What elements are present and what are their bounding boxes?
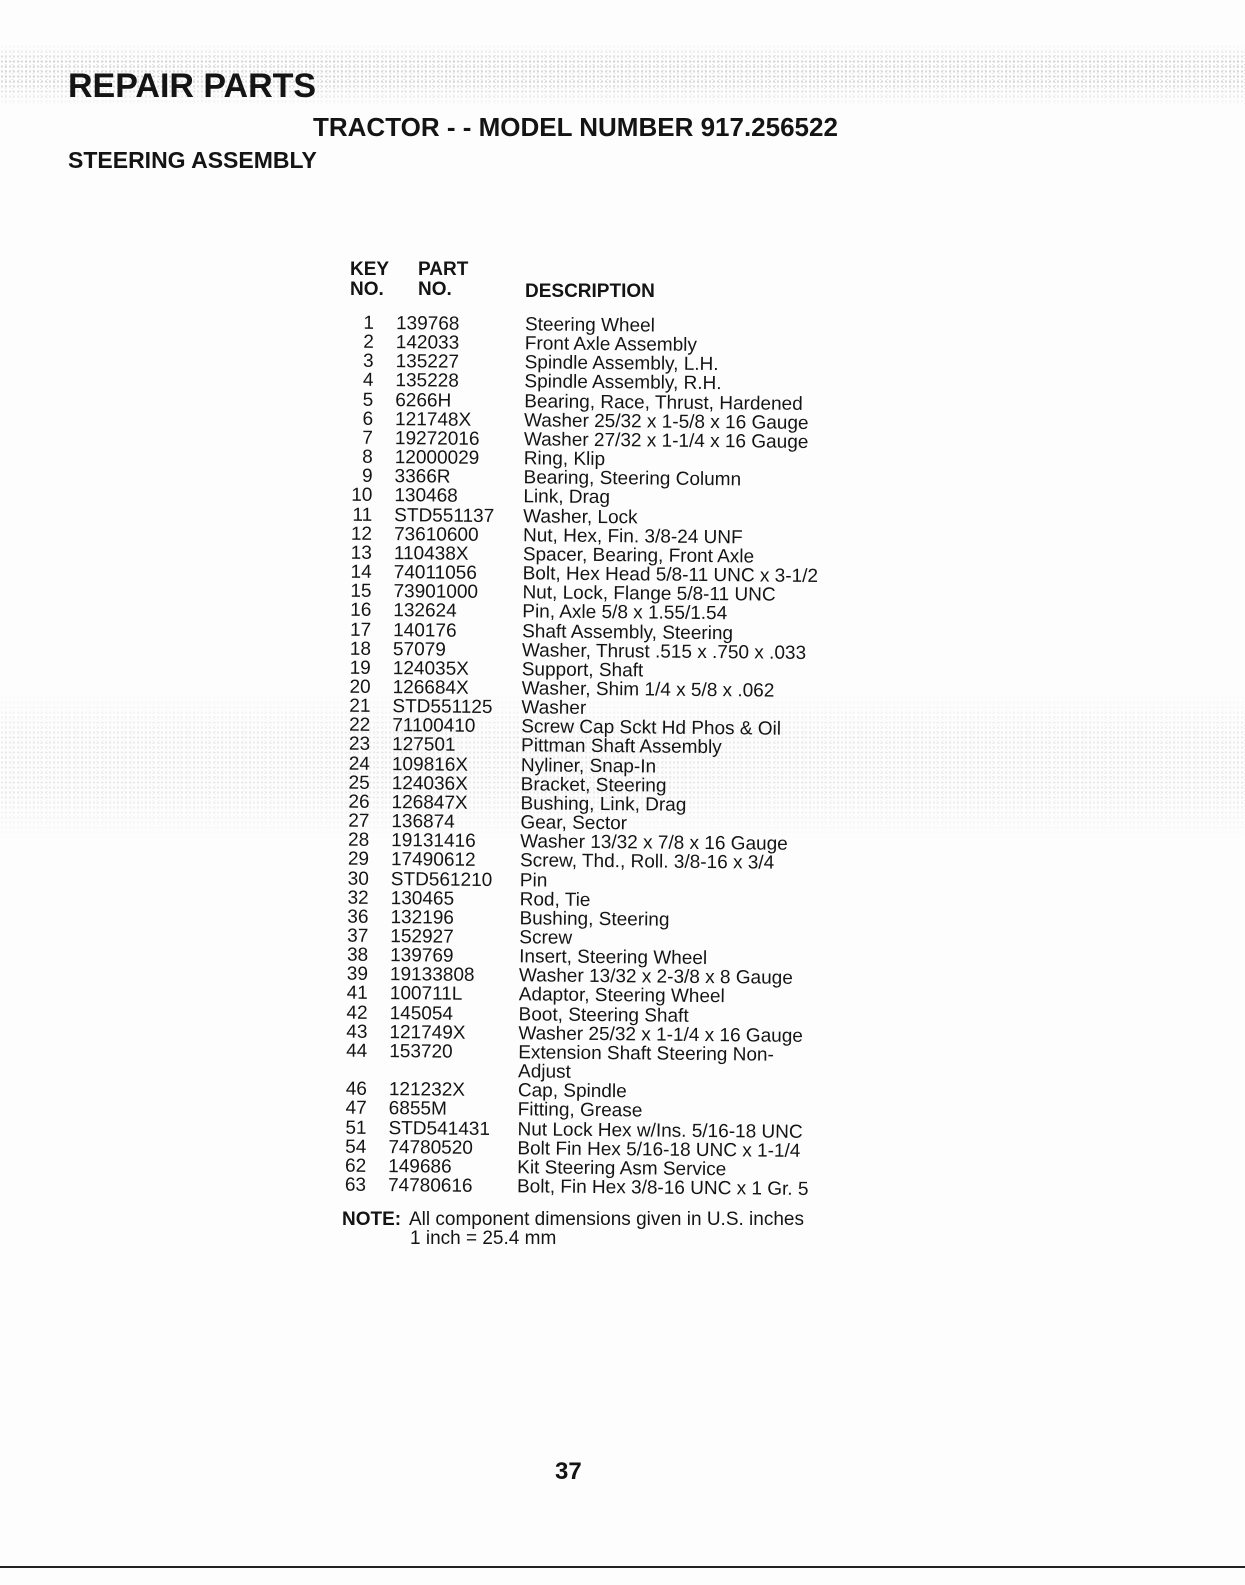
note-text: All component dimensions given in U.S. inches xyxy=(409,1209,804,1230)
part-description: Washer xyxy=(521,697,587,720)
key-no: 36 xyxy=(347,906,369,928)
part-no: 121232X xyxy=(388,1079,466,1102)
key-no: 20 xyxy=(349,676,371,698)
note-label: NOTE: xyxy=(342,1209,402,1230)
part-no: 121748X xyxy=(395,408,472,431)
part-no: 19133808 xyxy=(389,964,475,987)
key-no: 17 xyxy=(349,619,372,641)
column-header-description: DESCRIPTION xyxy=(525,281,655,302)
part-no: STD541431 xyxy=(388,1117,491,1140)
part-description: Kit Steering Asm Service xyxy=(517,1157,727,1181)
part-description: Spindle Assembly, R.H. xyxy=(524,371,722,395)
key-no: 37 xyxy=(347,925,369,947)
key-no: 9 xyxy=(361,466,373,488)
part-description: Washer 25/32 x 1-5/8 x 16 Gauge xyxy=(524,410,809,434)
part-no: 3366R xyxy=(394,466,451,488)
part-description: Bolt, Hex Head 5/8-11 UNC x 3-1/2 xyxy=(522,563,819,588)
part-no: 130468 xyxy=(394,485,458,508)
column-header-part-no: NO. xyxy=(418,279,452,300)
part-no: 17490612 xyxy=(390,849,476,872)
part-no: 73610600 xyxy=(393,523,479,546)
part-no: 126684X xyxy=(392,677,469,699)
part-description: Bushing, Link, Drag xyxy=(520,793,687,816)
key-no: 39 xyxy=(346,963,369,986)
bottom-rule xyxy=(0,1566,1245,1568)
part-description: Extension Shaft Steering Non- Adjust xyxy=(517,1042,774,1083)
part-no: 74011056 xyxy=(393,562,477,584)
page-heading: REPAIR PARTS xyxy=(68,67,317,105)
key-no: 5 xyxy=(362,389,374,411)
section-title: STEERING ASSEMBLY xyxy=(68,147,317,173)
part-description: Nut Lock Hex w/Ins. 5/16-18 UNC xyxy=(517,1118,803,1143)
part-no: 127501 xyxy=(392,734,456,757)
part-description: Cap, Spindle xyxy=(517,1080,627,1103)
part-no: 74780520 xyxy=(388,1136,474,1159)
part-description: Washer, Thrust .515 x .750 x .033 xyxy=(521,639,807,664)
part-description: Washer 13/32 x 7/8 x 16 Gauge xyxy=(520,831,788,855)
part-no: 139768 xyxy=(395,313,460,335)
part-description: Ring, Klip xyxy=(523,448,606,471)
part-description: Gear, Sector xyxy=(520,812,628,835)
part-description: Washer, Lock xyxy=(523,505,638,528)
key-no: 19 xyxy=(349,657,371,679)
key-no: 51 xyxy=(345,1117,367,1139)
part-description: Front Axle Assembly xyxy=(524,333,698,357)
key-no: 18 xyxy=(349,638,372,660)
part-no: 130465 xyxy=(390,887,455,910)
part-description: Pin, Axle 5/8 x 1.55/1.54 xyxy=(522,601,728,625)
part-no: 57079 xyxy=(392,638,446,661)
part-no: 132624 xyxy=(393,600,457,623)
note-conversion: 1 inch = 25.4 mm xyxy=(410,1228,557,1249)
part-no: STD551125 xyxy=(392,696,493,719)
part-no: 140176 xyxy=(393,619,457,642)
part-description: Pittman Shaft Assembly xyxy=(520,735,722,759)
part-description: Shaft Assembly, Steering xyxy=(522,620,734,644)
key-no: 63 xyxy=(344,1174,367,1196)
key-no: 54 xyxy=(345,1136,367,1158)
parts-table-body xyxy=(335,314,863,1200)
part-no: 124036X xyxy=(391,772,468,795)
key-no: 24 xyxy=(348,753,371,775)
part-no: 19131416 xyxy=(391,830,476,853)
part-no: 149686 xyxy=(388,1155,452,1178)
key-no: 2 xyxy=(363,331,374,354)
part-description: Bolt, Fin Hex 3/8-16 UNC x 1 Gr. 5 xyxy=(516,1176,809,1200)
part-no: 142033 xyxy=(395,332,460,354)
key-no: 4 xyxy=(362,370,374,392)
key-no: 6 xyxy=(362,408,374,430)
key-no: 29 xyxy=(347,849,370,871)
key-no: 28 xyxy=(347,829,370,852)
key-no: 27 xyxy=(348,810,370,832)
part-no: 110438X xyxy=(393,542,469,565)
key-no: 22 xyxy=(349,714,371,737)
key-no: 3 xyxy=(362,351,374,373)
part-no: 126847X xyxy=(391,791,468,814)
key-no: 30 xyxy=(347,868,369,890)
part-no: 135228 xyxy=(395,370,459,393)
part-description: Rod, Tie xyxy=(519,888,591,911)
key-no: 32 xyxy=(347,887,369,909)
key-no: 21 xyxy=(349,695,371,718)
part-description: Spacer, Bearing, Front Axle xyxy=(522,544,755,568)
part-description: Support, Shaft xyxy=(521,659,644,682)
key-no: 44 xyxy=(346,1040,368,1062)
part-no: 6266H xyxy=(395,389,452,412)
part-description: Spindle Assembly, L.H. xyxy=(524,352,719,376)
key-no: 11 xyxy=(352,504,373,526)
part-no: 74780616 xyxy=(387,1175,473,1197)
part-description: Washer 13/32 x 2-3/8 x 8 Gauge xyxy=(518,965,793,990)
part-no: 121749X xyxy=(389,1021,466,1044)
key-no: 25 xyxy=(348,772,370,794)
key-no: 8 xyxy=(362,446,373,468)
table-row xyxy=(336,1042,856,1085)
key-no: 23 xyxy=(348,734,371,756)
part-description: Screw, Thd., Roll. 3/8-16 x 3/4 xyxy=(519,850,775,874)
part-description: Bearing, Race, Thrust, Hardened xyxy=(524,390,803,415)
key-no: 42 xyxy=(346,1002,368,1024)
part-no: 109816X xyxy=(391,753,469,776)
part-no: 124035X xyxy=(392,657,469,680)
part-description: Nut, Hex, Fin. 3/8-24 UNF xyxy=(522,525,743,549)
column-header-key: KEY xyxy=(350,259,390,280)
part-description: Bearing, Steering Column xyxy=(523,467,742,491)
table-row xyxy=(335,1176,855,1200)
part-description: Screw Cap Sckt Hd Phos & Oil xyxy=(521,716,782,740)
part-description: Bracket, Steering xyxy=(520,774,667,797)
part-no: 100711L xyxy=(389,983,463,1006)
part-description: Link, Drag xyxy=(523,486,611,509)
model-number-title: TRACTOR - - MODEL NUMBER 917.256522 xyxy=(313,112,838,142)
part-no: 139769 xyxy=(390,945,454,967)
key-no: 38 xyxy=(346,944,369,967)
column-header-part: PART xyxy=(418,259,469,280)
part-no: 153720 xyxy=(389,1041,453,1063)
part-no: 152927 xyxy=(390,926,454,948)
key-no: 14 xyxy=(350,561,372,583)
part-no: 136874 xyxy=(391,811,455,833)
part-description: Washer 25/32 x 1-1/4 x 16 Gauge xyxy=(518,1023,803,1047)
column-header-key-no: NO. xyxy=(350,279,384,300)
key-no: 41 xyxy=(346,983,368,1005)
key-no: 26 xyxy=(348,791,370,813)
part-description: Adaptor, Steering Wheel xyxy=(518,984,725,1008)
key-no: 46 xyxy=(345,1078,368,1101)
key-no: 47 xyxy=(345,1098,367,1120)
part-no: 71100410 xyxy=(392,715,476,738)
key-no: 1 xyxy=(363,312,375,334)
part-no: STD561210 xyxy=(390,868,493,891)
part-no: 12000029 xyxy=(394,447,480,469)
part-no: 145054 xyxy=(389,1002,454,1025)
part-description: Washer 27/32 x 1-1/4 x 16 Gauge xyxy=(523,429,809,453)
part-description: Washer, Shim 1/4 x 5/8 x .062 xyxy=(521,678,775,702)
part-description: Insert, Steering Wheel xyxy=(519,946,708,970)
part-no: 19272016 xyxy=(394,428,480,450)
part-description: Nut, Lock, Flange 5/8-11 UNC xyxy=(522,582,776,606)
key-no: 16 xyxy=(350,600,372,622)
key-no: 43 xyxy=(346,1021,368,1043)
part-description: Screw xyxy=(519,927,573,949)
part-description: Boot, Steering Shaft xyxy=(518,1003,689,1027)
page-number: 37 xyxy=(555,1458,582,1485)
part-description: Nyliner, Snap-In xyxy=(520,754,657,778)
part-description: Bushing, Steering xyxy=(519,908,670,931)
part-no: 135227 xyxy=(395,351,460,374)
key-no: 7 xyxy=(362,427,374,449)
part-no: STD551137 xyxy=(394,504,495,527)
part-description: Steering Wheel xyxy=(524,314,655,337)
part-description: Bolt Fin Hex 5/16-18 UNC x 1-1/4 xyxy=(517,1137,801,1162)
key-no: 62 xyxy=(344,1155,367,1177)
part-description: Pin xyxy=(519,869,548,892)
key-no: 10 xyxy=(351,485,373,507)
key-no: 13 xyxy=(350,542,372,564)
part-no: 132196 xyxy=(390,906,455,929)
key-no: 12 xyxy=(350,523,373,545)
part-no: 6855M xyxy=(388,1098,447,1121)
part-no: 73901000 xyxy=(393,581,479,604)
part-description: Fitting, Grease xyxy=(517,1099,643,1122)
key-no: 15 xyxy=(350,580,372,603)
